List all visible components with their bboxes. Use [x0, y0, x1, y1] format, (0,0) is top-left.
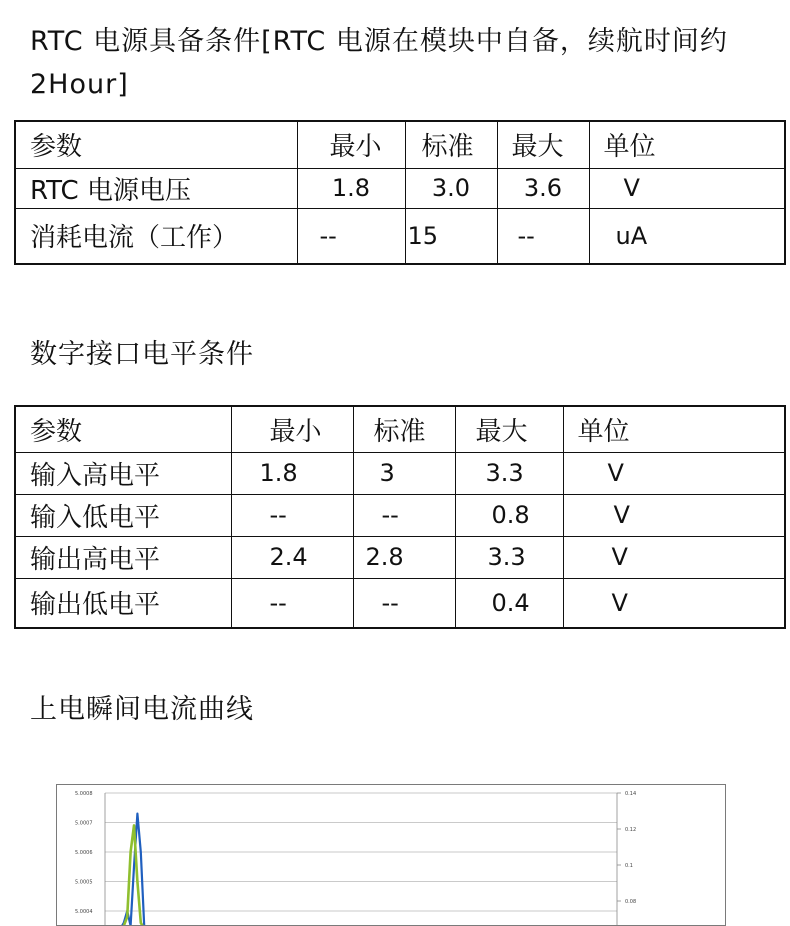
left-axis-tick-label: 5.0006 — [75, 850, 93, 856]
max-cell: 3.3 — [455, 536, 563, 578]
header-min: 最小 — [297, 121, 405, 168]
header-max: 最大 — [455, 406, 563, 452]
min-cell: -- — [231, 578, 353, 628]
min-cell: 1.8 — [297, 168, 405, 208]
typ-cell: 3.0 — [405, 168, 497, 208]
right-axis-tick-label: 0.1 — [625, 863, 633, 869]
param-cell: 消耗电流（工作） — [15, 208, 297, 264]
unit-cell: V — [589, 168, 785, 208]
param-cell: 输入高电平 — [15, 452, 231, 494]
power-on-current-chart — [56, 784, 726, 926]
param-cell: RTC 电源电压 — [15, 168, 297, 208]
typ-cell: 2.8 — [353, 536, 455, 578]
table-row — [15, 168, 785, 208]
max-cell: -- — [497, 208, 589, 264]
header-param: 参数 — [15, 406, 231, 452]
table-row — [15, 452, 785, 494]
unit-cell: V — [563, 494, 785, 536]
typ-cell: -- — [353, 578, 455, 628]
unit-cell: V — [563, 536, 785, 578]
header-unit: 单位 — [589, 121, 785, 168]
rtc-power-table — [14, 120, 786, 265]
digital-level-heading: 数字接口电平条件 — [30, 339, 254, 370]
table-header-row — [15, 121, 785, 168]
right-axis-tick-label: 0.12 — [625, 827, 637, 833]
max-cell: 0.4 — [455, 578, 563, 628]
header-typ: 标准 — [353, 406, 455, 452]
max-cell: 0.8 — [455, 494, 563, 536]
min-cell: 2.4 — [231, 536, 353, 578]
unit-cell: V — [563, 452, 785, 494]
chart-canvas — [57, 785, 725, 925]
param-cell: 输出高电平 — [15, 536, 231, 578]
table-row — [15, 494, 785, 536]
typ-cell: 3 — [353, 452, 455, 494]
right-axis-tick-label: 0.14 — [625, 791, 637, 797]
left-axis-tick-label: 5.0005 — [75, 879, 93, 886]
table-header-row — [15, 406, 785, 452]
table-row — [15, 536, 785, 578]
left-axis-tick-label: 5.0008 — [75, 791, 93, 797]
right-axis-tick-label: 0.08 — [625, 899, 637, 905]
digital-level-table — [14, 405, 786, 629]
param-cell: 输入低电平 — [15, 494, 231, 536]
max-cell: 3.6 — [497, 168, 589, 208]
max-cell: 3.3 — [455, 452, 563, 494]
header-param: 参数 — [15, 121, 297, 168]
typ-cell: -- — [353, 494, 455, 536]
unit-cell: uA — [589, 208, 785, 264]
left-axis-tick-label: 5.0004 — [75, 909, 93, 915]
header-typ: 标准 — [405, 121, 497, 168]
left-axis-tick-label: 5.0007 — [75, 820, 93, 827]
typ-cell: 15 — [405, 208, 497, 264]
min-cell: -- — [297, 208, 405, 264]
rtc-heading: RTC 电源具备条件[RTC 电源在模块中自备，续航时间约2Hour] — [30, 26, 728, 100]
min-cell: 1.8 — [231, 452, 353, 494]
min-cell: -- — [231, 494, 353, 536]
unit-cell: V — [563, 578, 785, 628]
table-row — [15, 578, 785, 628]
header-min: 最小 — [231, 406, 353, 452]
header-unit: 单位 — [563, 406, 785, 452]
header-max: 最大 — [497, 121, 589, 168]
power-on-current-heading: 上电瞬间电流曲线 — [30, 694, 254, 725]
param-cell: 输出低电平 — [15, 578, 231, 628]
table-row — [15, 208, 785, 264]
